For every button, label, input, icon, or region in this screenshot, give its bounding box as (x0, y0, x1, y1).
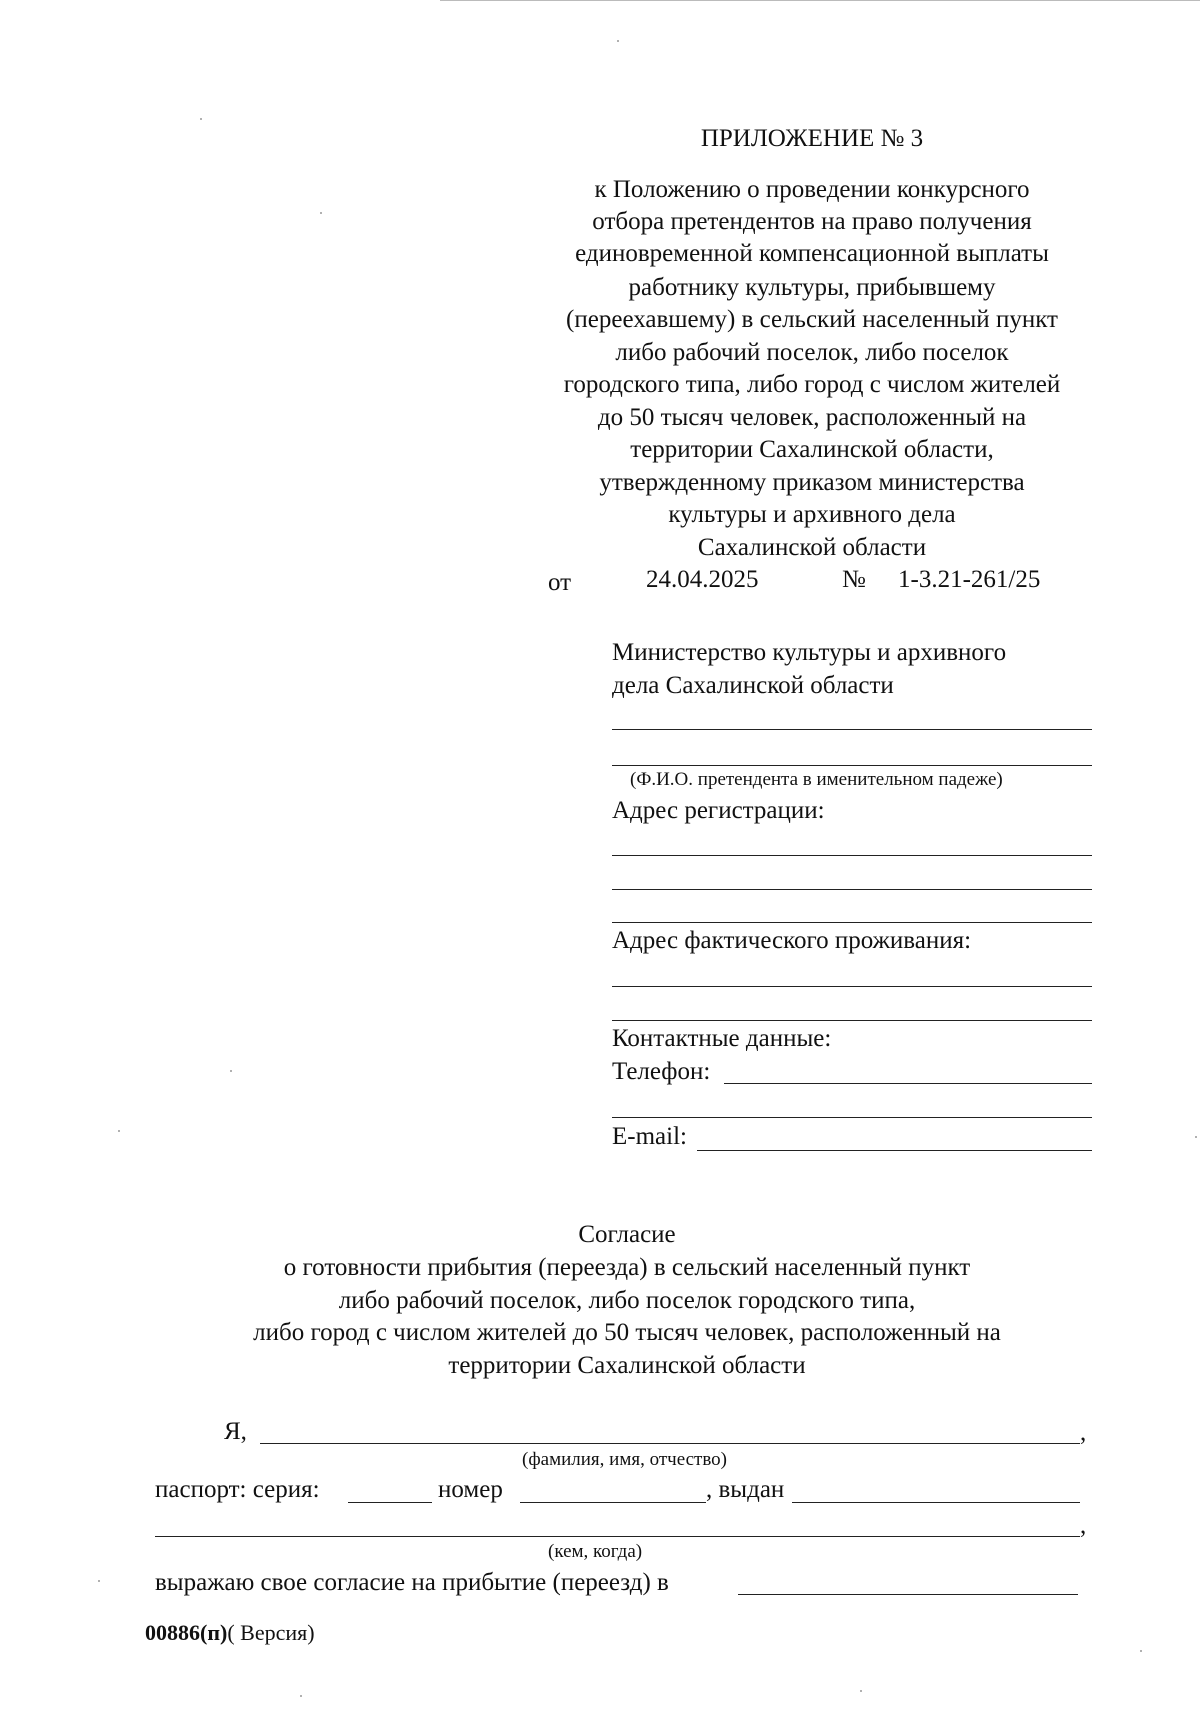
comma: , (1080, 1512, 1087, 1539)
scan-speck (617, 40, 619, 42)
scan-speck (1195, 1136, 1197, 1138)
addressee-line: Министерство культуры и архивного (612, 639, 1007, 666)
issued-caption: (кем, когда) (548, 1541, 643, 1562)
fio-caption: (Ф.И.О. претендента в именительном падеже) (630, 769, 1003, 790)
number-sign: № (842, 566, 866, 593)
reg-address-line[interactable] (612, 855, 1092, 856)
fullname-line[interactable] (260, 1443, 1080, 1444)
actual-address-line[interactable] (612, 986, 1092, 987)
appendix-line: работнику культуры, прибывшему (628, 274, 996, 301)
appendix-line: (переехавшему) в сельский населенный пункт (566, 306, 1058, 333)
consent-line: либо город с числом жителей до 50 тысяч человек, расположенный на (253, 1319, 1001, 1346)
issued-label: , выдан (706, 1476, 785, 1503)
consent-title: Согласие (578, 1221, 676, 1248)
fio-line[interactable] (612, 765, 1092, 766)
appendix-line: отбора претендентов на право получения (592, 208, 1032, 235)
order-number: 1-3.21-261/25 (898, 566, 1041, 593)
agree-text: выражаю свое согласие на прибытие (переезд) в (155, 1569, 669, 1596)
scan-speck (98, 1580, 100, 1582)
appendix-line: либо рабочий поселок, либо поселок (615, 339, 1009, 366)
passport-label: паспорт: серия: (155, 1476, 320, 1503)
contacts-label: Контактные данные: (612, 1025, 832, 1052)
passport-number-label: номер (438, 1476, 503, 1503)
actual-address-label: Адрес фактического проживания: (612, 927, 972, 954)
doc-code: 00886(п) (145, 1620, 228, 1645)
reg-address-line[interactable] (612, 922, 1092, 923)
appendix-line: Сахалинской области (697, 534, 927, 561)
order-date: 24.04.2025 (646, 566, 759, 593)
date-prefix: от (548, 569, 572, 596)
addressee-line: дела Сахалинской области (612, 672, 894, 699)
appendix-title: ПРИЛОЖЕНИЕ № 3 (700, 125, 924, 152)
issued-line[interactable] (792, 1502, 1080, 1503)
issued-line[interactable] (155, 1536, 1080, 1537)
appendix-line: территории Сахалинской области, (630, 436, 994, 463)
passport-number-line[interactable] (520, 1502, 706, 1503)
consent-line: территории Сахалинской области (448, 1352, 806, 1379)
scan-speck (300, 1695, 302, 1697)
scan-speck (860, 1690, 862, 1692)
destination-line[interactable] (738, 1594, 1078, 1595)
consent-line: о готовности прибытия (переезда) в сельский населенный пункт (283, 1254, 971, 1281)
phone-line[interactable] (724, 1083, 1092, 1084)
passport-series-line[interactable] (348, 1502, 432, 1503)
scan-speck (200, 118, 202, 120)
appendix-line: городского типа, либо город с числом жителей (563, 371, 1061, 398)
appendix-line: единовременной компенсационной выплаты (575, 240, 1049, 267)
fio-line[interactable] (612, 729, 1092, 730)
consent-line: либо рабочий поселок, либо поселок городского типа, (338, 1287, 916, 1314)
phone-line[interactable] (612, 1117, 1092, 1118)
actual-address-line[interactable] (612, 1020, 1092, 1021)
scan-speck (320, 212, 322, 214)
appendix-line: к Положению о проведении конкурсного (594, 176, 1030, 203)
scan-edge (440, 0, 1200, 1)
footer (145, 1622, 315, 1644)
reg-address-label: Адрес регистрации: (612, 797, 825, 824)
scan-speck (1140, 1650, 1142, 1652)
appendix-line: культуры и архивного дела (668, 501, 956, 528)
phone-label: Телефон: (612, 1058, 711, 1085)
scan-speck (230, 1070, 232, 1072)
email-label: E-mail: (612, 1123, 687, 1150)
comma: , (1080, 1419, 1087, 1446)
reg-address-line[interactable] (612, 889, 1092, 890)
name-caption: (фамилия, имя, отчество) (522, 1449, 728, 1470)
appendix-line: до 50 тысяч человек, расположенный на (597, 404, 1027, 431)
i-label: Я, (224, 1418, 247, 1445)
appendix-line: утвержденному приказом министерства (599, 469, 1025, 496)
doc-version: ( Версия) (227, 1620, 315, 1645)
scan-speck (118, 1130, 120, 1132)
email-line[interactable] (697, 1150, 1092, 1151)
